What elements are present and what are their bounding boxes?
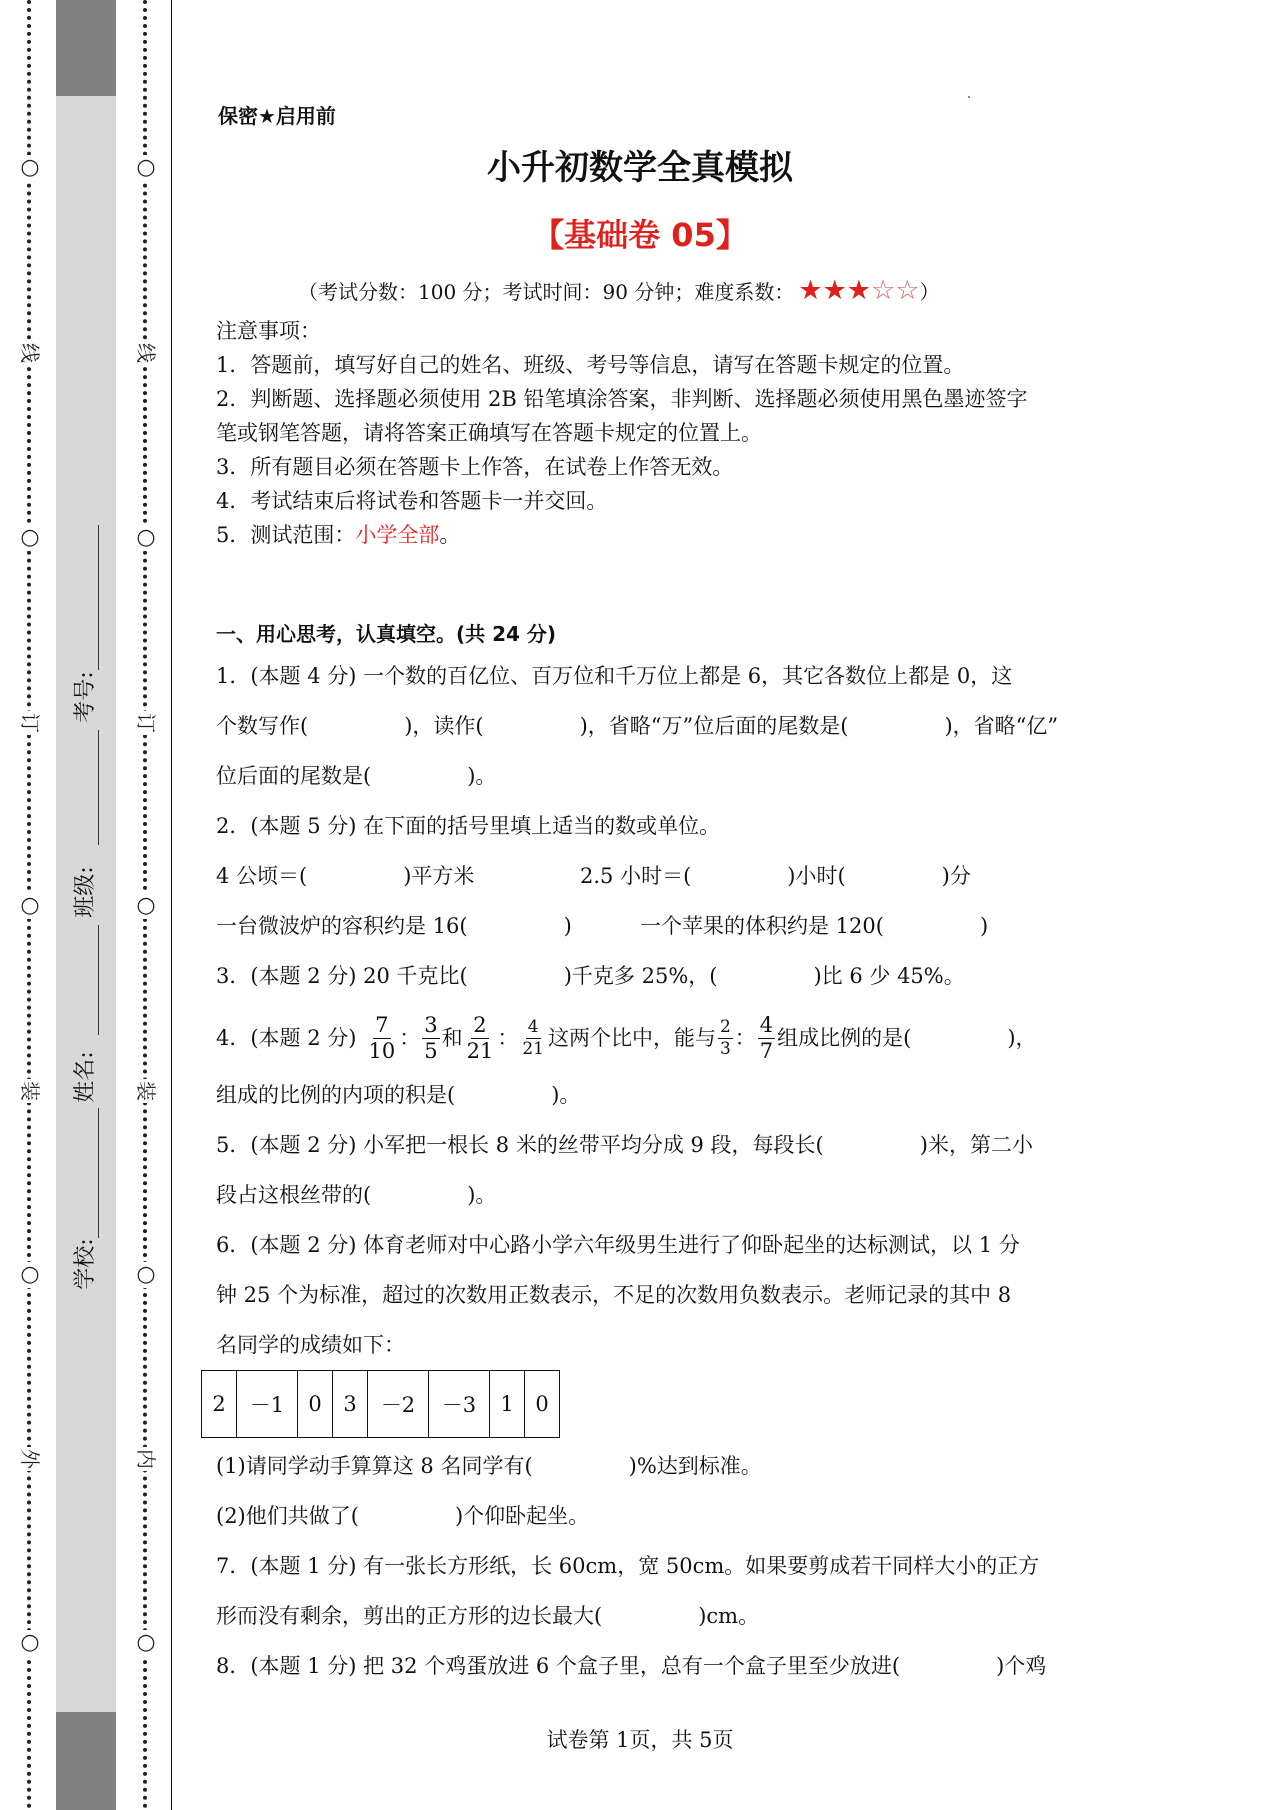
q2-line1: 2．(本题 5 分) 在下面的括号里填上适当的数或单位。 [216,814,721,838]
q5-line2: 段占这根丝带的( )。 [216,1183,497,1207]
punch-circle: ○ [18,1630,42,1656]
fraction: $\frac{7}{10}$ [368,1012,396,1063]
bind-char: 订 [134,713,158,733]
q7-line1: 7．(本题 1 分) 有一张长方形纸，长 60cm，宽 50cm。如果要剪成若干同样大小的正方 [216,1554,1040,1578]
notice-heading: 注意事项： [216,319,321,343]
fraction: $\frac{4}{7}$ [759,1012,774,1063]
q1-line2: 个数写作( )，读作( )，省略“万”位后面的尾数是( )，省略“亿” [216,714,1059,738]
notice-item: 2．判断题、选择题必须使用 2B 铅笔填涂答案，非判断、选择题必须使用黑色墨迹签字 [216,387,1028,411]
inner-cut-line [134,0,158,1810]
score-cell: 0 [298,1371,333,1438]
q6-sub1: (1)请同学动手算算这 8 名同学有( )%达到标准。 [216,1454,762,1478]
punch-circle: ○ [134,893,158,919]
punch-circle: ○ [18,893,42,919]
q6-line2: 钟 25 个为标准，超过的次数用正数表示，不足的次数用负数表示。老师记录的其中 8 [216,1283,1012,1307]
school-line [98,1108,99,1238]
bind-char: 外 [18,1449,42,1469]
paper-subtitle: 【基础卷 05】 [532,216,748,254]
score-cell: －3 [429,1371,490,1438]
name-field[interactable]: 姓名: [73,1051,98,1103]
q6-line1: 6．(本题 2 分) 体育老师对中心路小学六年级男生进行了仰卧起坐的达标测试，以 1 分 [216,1233,1020,1257]
table-row [202,1371,560,1438]
band-cap-top [56,0,116,96]
fraction: $\frac{4}{21}$ [522,1016,544,1059]
q4-line1: 4．(本题 2 分) $\frac{7}{10}$ ： $\frac{3}{5}$ 和 $\frac{2}{21}$ ： $\frac{4}{21}$ 这两个比中，能与 $\frac{2}{3}$ ： $\frac{4}{7}$ 组成比例的是( )， [216,1012,1037,1063]
fraction: $\frac{2}{3}$ [719,1016,731,1059]
score-cell: 3 [333,1371,368,1438]
exam-number-line [98,525,99,670]
exam-info-text: （考试分数：100 分；考试时间：90 分钟；难度系数： [298,280,795,304]
margin-rule [171,0,172,1810]
page-footer: 试卷第 1页，共 5页 [546,1728,734,1752]
score-cell: 2 [202,1371,237,1438]
star-filled-icon: ★ [846,274,871,306]
notice-item: 笔或钢笔答题，请将答案正确填写在答题卡规定的位置上。 [216,421,762,445]
confidential-label: 保密★启用前 [218,104,336,128]
exam-info-end: ） [919,280,940,304]
class-field[interactable]: 班级: [73,866,98,918]
q2-item-d: 一个苹果的体积约是 120( ) [640,914,989,938]
bind-char: 线 [18,343,42,363]
notice-item: 3．所有题目必须在答题卡上作答，在试卷上作答无效。 [216,455,734,479]
exam-number-field[interactable]: 考号: [73,671,98,723]
score-cell: －1 [237,1371,298,1438]
star-empty-icon: ☆ [871,274,896,306]
q4-line2: 组成的比例的内项的积是( )。 [216,1083,581,1107]
binding-margin [0,0,175,1810]
score-cell: 0 [525,1371,560,1438]
fraction: $\frac{2}{21}$ [466,1012,494,1063]
q6-sub2: (2)他们共做了( )个仰卧起坐。 [216,1504,590,1528]
bind-char: 内 [134,1449,158,1469]
school-field[interactable]: 学校: [73,1238,98,1290]
scope-prefix: 5．测试范围： [216,523,356,547]
q5-line1: 5．(本题 2 分) 小军把一根长 8 米的丝带平均分成 9 段，每段长( )米，第二小 [216,1133,1033,1157]
page-title: 小升初数学全真模拟 [487,148,793,188]
score-cell: 1 [490,1371,525,1438]
punch-circle: ○ [134,155,158,181]
outer-cut-line [18,0,42,1810]
q2-item-b: 2.5 小时＝( )小时( )分 [580,864,971,888]
bind-char: 装 [134,1081,158,1101]
punch-circle: ○ [18,1262,42,1288]
punch-circle: ○ [134,1630,158,1656]
score-cell: －2 [368,1371,429,1438]
scope-suffix: 。 [439,523,461,547]
q1-line3: 位后面的尾数是( )。 [216,764,497,788]
notice-item-scope [216,522,460,548]
name-line [98,925,99,1035]
q8-line1: 8．(本题 1 分) 把 32 个鸡蛋放进 6 个盒子里，总有一个盒子里至少放进( )个鸡 [216,1654,1047,1678]
q3-line1: 3．(本题 2 分) 20 千克比( )千克多 25%，( )比 6 少 45%。 [216,964,965,988]
difficulty-rating [798,274,920,306]
class-line [98,730,99,845]
q1-line1: 1．(本题 4 分) 一个数的百亿位、百万位和千万位上都是 6，其它各数位上都是 0，这 [216,664,1013,688]
punch-circle: ○ [18,525,42,551]
punch-circle: ○ [18,155,42,181]
punch-circle: ○ [134,1262,158,1288]
section-heading: 一、用心思考，认真填空。(共 24 分) [216,622,557,646]
score-table [201,1370,560,1438]
fraction: $\frac{3}{5}$ [424,1012,438,1063]
star-empty-icon: ☆ [895,274,920,306]
speck [968,96,970,98]
exam-info [298,276,939,305]
q6-line3: 名同学的成绩如下： [216,1333,405,1357]
notice-item: 4．考试结束后将试卷和答题卡一并交回。 [216,489,608,513]
q2-item-c: 一台微波炉的容积约是 16( ) [216,914,572,938]
scope-value: 小学全部 [355,523,440,547]
star-filled-icon: ★ [798,274,823,306]
q7-line2: 形而没有剩余，剪出的正方形的边长最大( )cm。 [216,1604,760,1628]
punch-circle: ○ [134,525,158,551]
bind-char: 订 [18,713,42,733]
bind-char: 装 [18,1081,42,1101]
q2-item-a: 4 公顷＝( )平方米 [216,864,475,888]
bind-char: 线 [134,343,158,363]
notice-item: 1．答题前，填写好自己的姓名、班级、考号等信息，请写在答题卡规定的位置。 [216,353,965,377]
star-filled-icon: ★ [822,274,847,306]
